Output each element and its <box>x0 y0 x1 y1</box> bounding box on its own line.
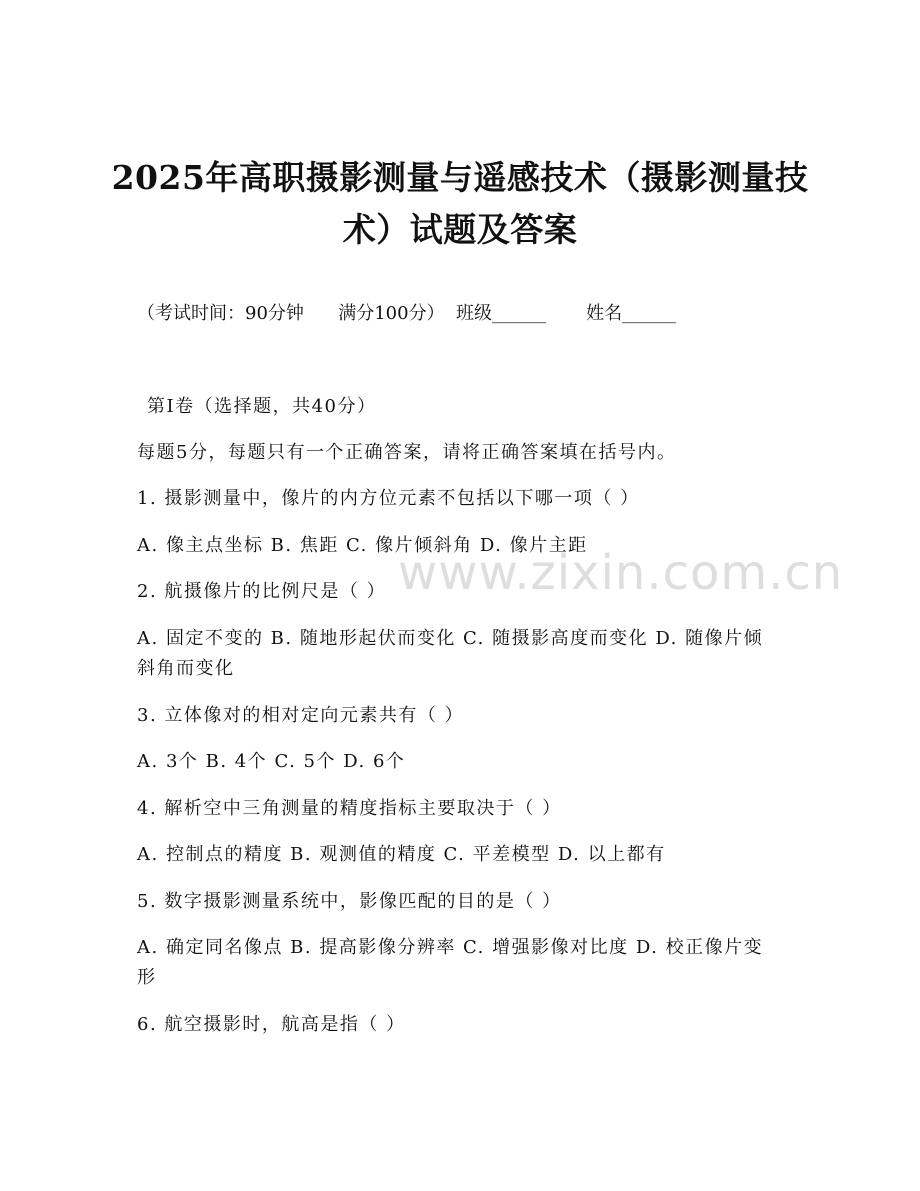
question-3-stem: 3. 立体像对的相对定向元素共有（ ） <box>137 705 465 726</box>
watermark: www.zixin.com.cn <box>398 545 844 601</box>
question-1-options: A. 像主点坐标 B. 焦距 C. 像片倾斜角 D. 像片主距 <box>137 535 588 556</box>
question-2-options: A. 固定不变的 B. 随地形起伏而变化 C. 随摄影高度而变化 D. 随像片倾斜角而变化 <box>137 628 764 679</box>
question-2-stem: 2. 航摄像片的比例尺是（ ） <box>137 581 387 602</box>
question-6-stem: 6. 航空摄影时，航高是指（ ） <box>137 1014 406 1035</box>
section-title: 第I卷（选择题，共40分） <box>147 396 377 417</box>
question-5-stem: 5. 数字摄影测量系统中，影像匹配的目的是（ ） <box>137 891 562 912</box>
question-4-stem: 4. 解析空中三角测量的精度指标主要取决于（ ） <box>137 798 562 819</box>
document-title: 2025年高职摄影测量与遥感技术（摄影测量技术）试题及答案 <box>111 158 809 249</box>
exam-meta-line: （考试时间：90分钟 满分100分） 班级______ 姓名______ <box>137 303 677 324</box>
question-4-options: A. 控制点的精度 B. 观测值的精度 C. 平差模型 D. 以上都有 <box>137 844 666 865</box>
question-3-options: A. 3个 B. 4个 C. 5个 D. 6个 <box>137 751 406 772</box>
question-5-options: A. 确定同名像点 B. 提高影像分辨率 C. 增强影像对比度 D. 校正像片变形 <box>137 937 764 988</box>
question-1-stem: 1. 摄影测量中，像片的内方位元素不包括以下哪一项（ ） <box>137 488 640 509</box>
instructions: 每题5分，每题只有一个正确答案，请将正确答案填在括号内。 <box>137 442 677 463</box>
